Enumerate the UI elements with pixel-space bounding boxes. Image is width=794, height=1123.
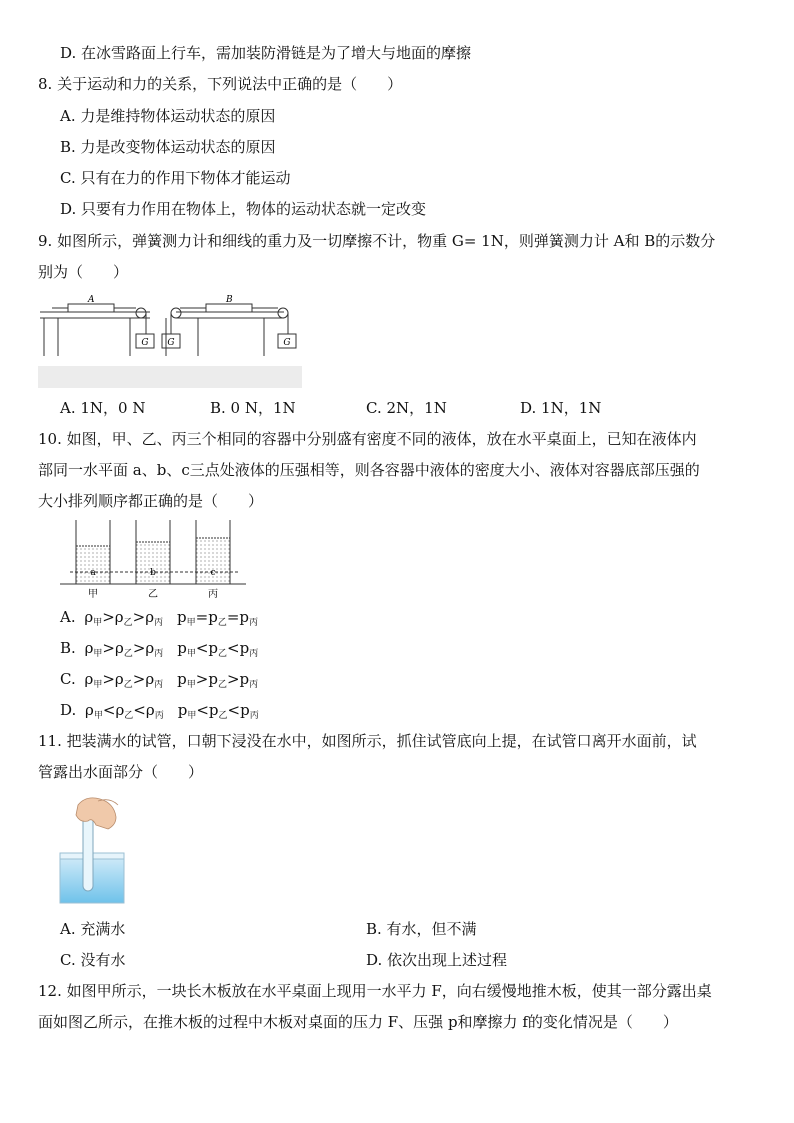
symbol: >p: [195, 670, 218, 688]
q9-spring-scale-figure: [38, 294, 302, 388]
q11-options-row-1: [0, 918, 794, 940]
q11-option-d: D. 依次出现上述过程: [366, 951, 508, 969]
symbol: <p: [195, 639, 219, 657]
q7-option-d: D. 在冰雪路面上行车，需加装防滑链是为了增大与地面的摩擦: [60, 44, 472, 62]
q8-option-b: B. 力是改变物体运动状态的原因: [60, 138, 276, 156]
q10-container-jia: 甲: [88, 589, 98, 600]
symbol: <p: [196, 701, 219, 719]
q10-option-d: [60, 699, 259, 727]
subscript: 丙: [154, 649, 164, 659]
q9-stem-line-1: 9. 如图所示，弹簧测力计和细线的重力及一切摩擦不计，物重 G= 1N，则弹簧测力计 A和 B的示数分: [38, 232, 716, 250]
q10-container-yi: 乙: [148, 589, 158, 600]
q10-point-b: b: [150, 568, 156, 578]
symbol: ρ: [84, 670, 94, 688]
q9-options: [0, 397, 794, 419]
symbol: >ρ: [102, 670, 124, 688]
q11-options-row-2: [0, 949, 794, 971]
q9-option-a: A. 1N，0 N: [60, 399, 146, 417]
symbol: >ρ: [102, 608, 124, 626]
q10-option-letter: D.: [60, 701, 77, 719]
q9-weight-label-1: G: [141, 338, 149, 348]
symbol: =p: [195, 608, 218, 626]
subscript: 乙: [217, 618, 227, 628]
q10-option-p-relation: [177, 639, 258, 657]
symbol: <ρ: [133, 701, 155, 719]
q10-option-letter: C.: [60, 670, 76, 688]
subscript: 乙: [218, 649, 228, 659]
symbol: <p: [227, 639, 250, 657]
subscript: 丙: [154, 680, 164, 690]
symbol: p: [177, 608, 187, 626]
q10-option-letter: A.: [60, 608, 76, 626]
q11-test-tube-figure: [58, 795, 126, 905]
q9-scale-label-b: B: [226, 295, 233, 305]
q10-option-rho-relation: [84, 608, 163, 626]
subscript: 乙: [218, 711, 228, 721]
subscript: 甲: [93, 618, 103, 628]
q10-option-p-relation: [177, 608, 258, 626]
q10-container-bing: 丙: [208, 589, 218, 600]
q9-scale-label-a: A: [88, 295, 95, 305]
q9-option-d: D. 1N，1N: [520, 399, 602, 417]
q9-option-b: B. 0 N，1N: [210, 399, 296, 417]
q10-option-rho-relation: [85, 701, 164, 719]
symbol: >ρ: [102, 639, 124, 657]
subscript: 乙: [123, 618, 133, 628]
q10-stem-line-2: 部同一水平面 a、b、c三点处液体的压强相等，则各容器中液体的密度大小、液体对容器底部压强的: [38, 461, 700, 479]
q9-weight-label-3: G: [283, 338, 291, 348]
symbol: p: [177, 639, 187, 657]
subscript: 丙: [249, 618, 259, 628]
q11-stem-line-1: 11. 把装满水的试管，口朝下浸没在水中，如图所示，抓住试管底向上提，在试管口离开水面前，试: [38, 732, 697, 750]
subscript: 甲: [93, 711, 103, 721]
symbol: ρ: [84, 639, 94, 657]
symbol: <p: [227, 701, 250, 719]
subscript: 丙: [154, 618, 164, 628]
q10-stem-line-1: 10. 如图，甲、乙、丙三个相同的容器中分别盛有密度不同的液体，放在水平桌面上，已知在液体内: [38, 430, 697, 448]
subscript: 丙: [249, 711, 259, 721]
subscript: 丙: [249, 680, 259, 690]
q10-option-rho-relation: [85, 639, 164, 657]
subscript: 甲: [186, 680, 196, 690]
q8-option-a: A. 力是维持物体运动状态的原因: [60, 107, 276, 125]
q8-option-c: C. 只有在力的作用下物体才能运动: [60, 169, 291, 187]
q12-stem-line-2: 面如图乙所示，在推木板的过程中木板对桌面的压力 F、压强 p和摩擦力 f的变化情况是（ ）: [38, 1013, 678, 1031]
symbol: >p: [226, 670, 250, 688]
q10-option-letter: B.: [60, 639, 76, 657]
q12-stem-line-1: 12. 如图甲所示，一块长木板放在水平桌面上现用一水平力 F，向右缓慢地推木板，使其一部分露出桌: [38, 982, 712, 1000]
q9-stem-line-2: 别为（ ）: [38, 263, 129, 281]
subscript: 甲: [186, 649, 196, 659]
q10-option-c: [60, 668, 258, 696]
q10-option-p-relation: [178, 701, 259, 719]
symbol: ρ: [84, 608, 94, 626]
q11-option-c: C. 没有水: [60, 951, 126, 969]
q10-option-b: [60, 637, 258, 665]
symbol: p: [177, 670, 187, 688]
subscript: 丙: [154, 711, 164, 721]
subscript: 乙: [123, 680, 133, 690]
q11-option-b: B. 有水，但不满: [366, 920, 477, 938]
q8-stem: 8. 关于运动和力的关系，下列说法中正确的是（ ）: [38, 75, 403, 93]
subscript: 甲: [93, 680, 103, 690]
q9-weight-label-2: G: [167, 338, 175, 348]
subscript: 乙: [124, 711, 134, 721]
subscript: 甲: [93, 649, 103, 659]
subscript: 甲: [187, 711, 197, 721]
symbol: ρ: [85, 701, 94, 719]
q10-point-c: c: [210, 568, 216, 578]
q11-stem-line-2: 管露出水面部分（ ）: [38, 763, 204, 781]
symbol: =p: [226, 608, 250, 626]
q10-containers-figure: [56, 516, 250, 600]
symbol: >ρ: [132, 670, 155, 688]
symbol: <ρ: [102, 701, 125, 719]
subscript: 甲: [186, 618, 196, 628]
symbol: >ρ: [132, 608, 155, 626]
q8-option-d: D. 只要有力作用在物体上，物体的运动状态就一定改变: [60, 200, 427, 218]
symbol: >ρ: [132, 639, 155, 657]
q10-option-p-relation: [177, 670, 258, 688]
symbol: p: [177, 701, 188, 719]
q10-option-rho-relation: [85, 670, 164, 688]
q9-option-c: C. 2N，1N: [366, 399, 447, 417]
subscript: 丙: [249, 649, 259, 659]
q10-option-a: [60, 606, 258, 634]
q10-stem-line-3: 大小排列顺序都正确的是（ ）: [38, 492, 264, 510]
subscript: 乙: [217, 680, 227, 690]
q11-option-a: A. 充满水: [60, 920, 126, 938]
subscript: 乙: [123, 649, 133, 659]
q10-point-a: a: [90, 568, 96, 578]
